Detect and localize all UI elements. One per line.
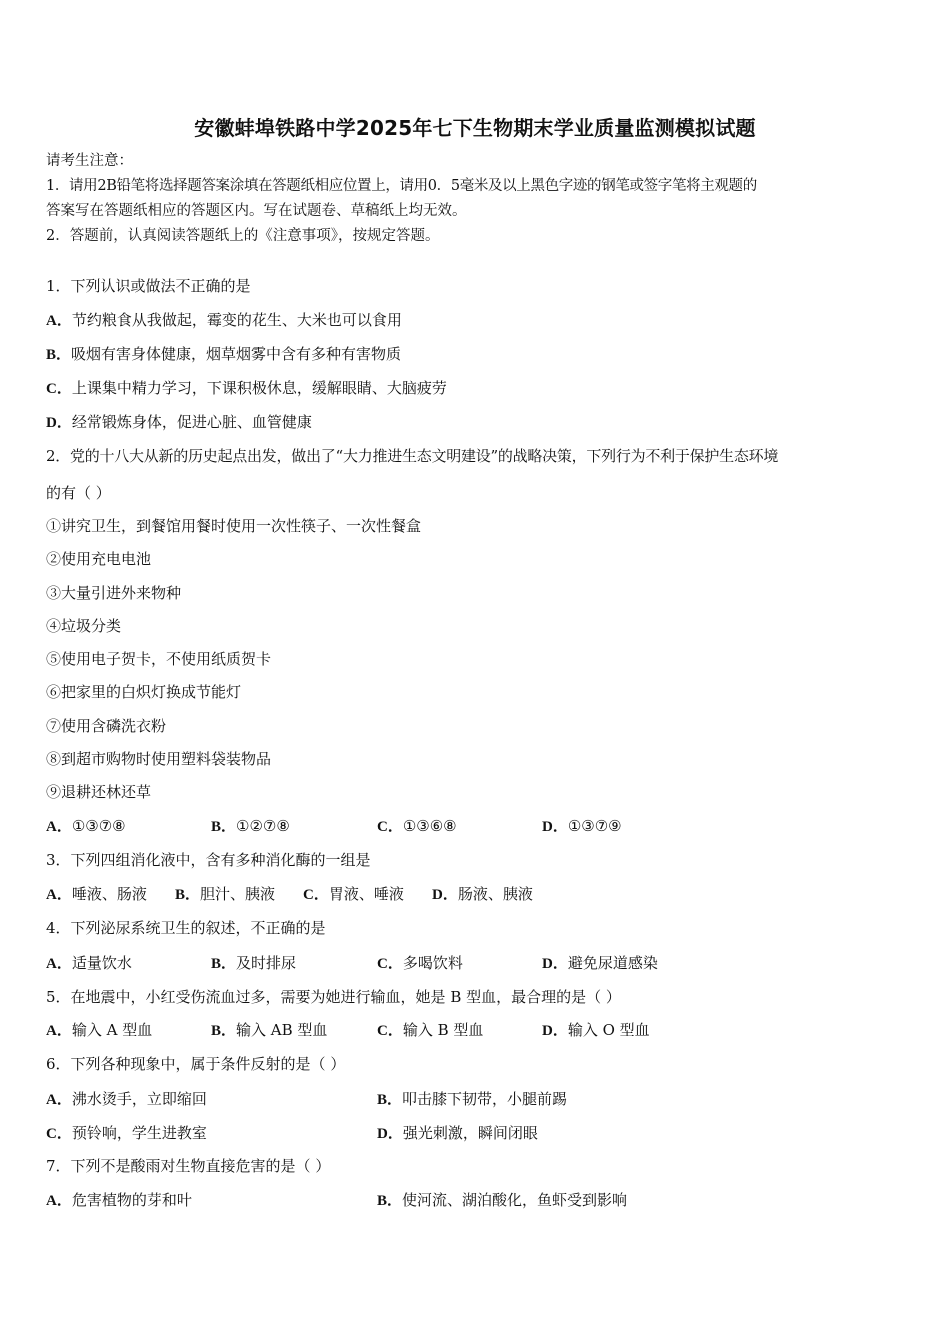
question-2-item: ⑧到超市购物时使用塑料袋装物品 bbox=[46, 750, 272, 768]
option-text: ①③⑥⑧ bbox=[402, 817, 457, 835]
option-label: C． bbox=[303, 887, 329, 903]
question-2-option-c bbox=[377, 816, 457, 837]
notice-item-1-line-1: 1．请用2B铅笔将选择题答案涂填在答题纸相应位置上，请用0．5毫米及以上黑色字迹的钢笔或签字笔将主观题的 bbox=[46, 178, 757, 194]
option-text: 经常锻炼身体，促进心脏、血管健康 bbox=[71, 413, 312, 431]
question-5-option-c bbox=[377, 1020, 483, 1041]
question-4-option-d bbox=[542, 953, 658, 974]
option-label: C． bbox=[46, 381, 72, 397]
question-3-stem: 3．下列四组消化液中，含有多种消化酶的一组是 bbox=[46, 851, 371, 869]
option-label: B． bbox=[211, 819, 237, 835]
option-label: A． bbox=[46, 1092, 72, 1108]
option-label: C． bbox=[377, 1023, 403, 1039]
option-text: ①③⑦⑨ bbox=[567, 817, 622, 835]
option-label: D． bbox=[432, 887, 458, 903]
option-text: ①②⑦⑧ bbox=[236, 817, 290, 835]
option-text: 沸水烫手，立即缩回 bbox=[71, 1090, 207, 1108]
question-3-option-a bbox=[46, 884, 147, 905]
option-label: C． bbox=[377, 956, 403, 972]
option-text: 胆汁、胰液 bbox=[200, 885, 276, 903]
question-2-item: ⑤使用电子贺卡，不使用纸质贺卡 bbox=[46, 650, 272, 668]
option-text: 及时排尿 bbox=[236, 954, 297, 972]
option-text: 输入 B 型血 bbox=[402, 1021, 484, 1039]
question-1-option-a bbox=[46, 310, 402, 331]
question-3-option-b bbox=[175, 884, 275, 905]
option-label: D． bbox=[377, 1126, 403, 1142]
option-label: D． bbox=[542, 1023, 568, 1039]
question-5-option-d bbox=[542, 1020, 650, 1041]
question-4-option-a bbox=[46, 953, 132, 974]
option-text: 肠液、胰液 bbox=[457, 885, 533, 903]
question-2-item: ①讲究卫生，到餐馆用餐时使用一次性筷子、一次性餐盒 bbox=[46, 517, 422, 535]
question-6-option-b bbox=[377, 1089, 567, 1110]
option-text: 多喝饮料 bbox=[402, 954, 463, 972]
question-2-option-a bbox=[46, 816, 126, 837]
option-text: 使河流、湖泊酸化，鱼虾受到影响 bbox=[402, 1191, 628, 1209]
question-4-option-b bbox=[211, 953, 296, 974]
option-label: C． bbox=[46, 1126, 72, 1142]
question-3-option-c bbox=[303, 884, 404, 905]
option-text: 上课集中精力学习，下课积极休息，缓解眼睛、大脑疲劳 bbox=[71, 379, 447, 397]
option-label: B． bbox=[211, 956, 237, 972]
question-2-item: ③大量引进外来物种 bbox=[46, 584, 182, 602]
option-label: B． bbox=[377, 1092, 403, 1108]
option-label: D． bbox=[46, 415, 72, 431]
question-7-option-a bbox=[46, 1190, 192, 1211]
option-label: D． bbox=[542, 956, 568, 972]
option-text: 节约粮食从我做起，霉变的花生、大米也可以食用 bbox=[71, 311, 402, 329]
option-label: A． bbox=[46, 819, 72, 835]
option-label: C． bbox=[377, 819, 403, 835]
option-label: B． bbox=[46, 347, 72, 363]
option-text: 危害植物的芽和叶 bbox=[71, 1191, 192, 1209]
option-text: 吸烟有害身体健康，烟草烟雾中含有多种有害物质 bbox=[71, 345, 402, 363]
option-text: 输入 AB 型血 bbox=[236, 1021, 328, 1039]
question-2-stem-line-2: 的有（ ） bbox=[46, 484, 111, 502]
page-title: 安徽蚌埠铁路中学2025年七下生物期末学业质量监测模拟试题 bbox=[194, 116, 756, 140]
question-2-item: ⑨退耕还林还草 bbox=[46, 783, 152, 801]
option-label: A． bbox=[46, 1023, 72, 1039]
question-6-option-c bbox=[46, 1123, 207, 1144]
question-2-option-b bbox=[211, 816, 290, 837]
question-6-option-a bbox=[46, 1089, 207, 1110]
question-5-stem: 5．在地震中，小红受伤流血过多，需要为她进行输血，她是 B 型血，最合理的是（ ） bbox=[46, 988, 621, 1006]
option-label: B． bbox=[175, 887, 201, 903]
question-7-stem: 7．下列不是酸雨对生物直接危害的是（ ） bbox=[46, 1157, 331, 1175]
question-6-stem: 6．下列各种现象中，属于条件反射的是（ ） bbox=[46, 1055, 346, 1073]
option-label: A． bbox=[46, 313, 72, 329]
question-1-option-c bbox=[46, 378, 447, 399]
option-text: 唾液、肠液 bbox=[71, 885, 147, 903]
question-5-option-a bbox=[46, 1020, 152, 1041]
notice-item-2: 2．答题前，认真阅读答题纸上的《注意事项》，按规定答题。 bbox=[46, 228, 440, 244]
option-label: B． bbox=[377, 1193, 403, 1209]
question-1-option-b bbox=[46, 344, 401, 365]
option-text: ①③⑦⑧ bbox=[71, 817, 126, 835]
question-1-option-d bbox=[46, 412, 312, 433]
question-2-stem-line-1: 2．党的十八大从新的历史起点出发，做出了“大力推进生态文明建设”的战略决策，下列行为不利于保护生态环境 bbox=[46, 447, 779, 465]
option-text: 输入 O 型血 bbox=[567, 1021, 650, 1039]
option-label: B． bbox=[211, 1023, 237, 1039]
option-text: 避免尿道感染 bbox=[567, 954, 658, 972]
option-text: 强光刺激，瞬间闭眼 bbox=[402, 1124, 538, 1142]
option-label: A． bbox=[46, 1193, 72, 1209]
option-label: D． bbox=[542, 819, 568, 835]
notice-heading: 请考生注意： bbox=[46, 153, 133, 169]
question-7-option-b bbox=[377, 1190, 627, 1211]
option-label: A． bbox=[46, 956, 72, 972]
question-4-stem: 4．下列泌尿系统卫生的叙述，不正确的是 bbox=[46, 919, 326, 937]
notice-item-1-line-2: 答案写在答题纸相应的答题区内。写在试题卷、草稿纸上均无效。 bbox=[46, 203, 467, 219]
option-text: 叩击膝下韧带，小腿前踢 bbox=[402, 1090, 568, 1108]
option-text: 输入 A 型血 bbox=[71, 1021, 153, 1039]
question-1-stem: 1．下列认识或做法不正确的是 bbox=[46, 277, 251, 295]
question-3-option-d bbox=[432, 884, 533, 905]
question-2-item: ④垃圾分类 bbox=[46, 617, 122, 635]
question-2-item: ②使用充电电池 bbox=[46, 550, 152, 568]
option-text: 适量饮水 bbox=[71, 954, 132, 972]
question-2-item: ⑥把家里的白炽灯换成节能灯 bbox=[46, 683, 242, 701]
question-5-option-b bbox=[211, 1020, 327, 1041]
question-4-option-c bbox=[377, 953, 463, 974]
option-text: 胃液、唾液 bbox=[328, 885, 404, 903]
question-2-option-d bbox=[542, 816, 622, 837]
question-6-option-d bbox=[377, 1123, 538, 1144]
question-2-item: ⑦使用含磷洗衣粉 bbox=[46, 717, 167, 735]
option-text: 预铃响，学生进教室 bbox=[71, 1124, 207, 1142]
option-label: A． bbox=[46, 887, 72, 903]
